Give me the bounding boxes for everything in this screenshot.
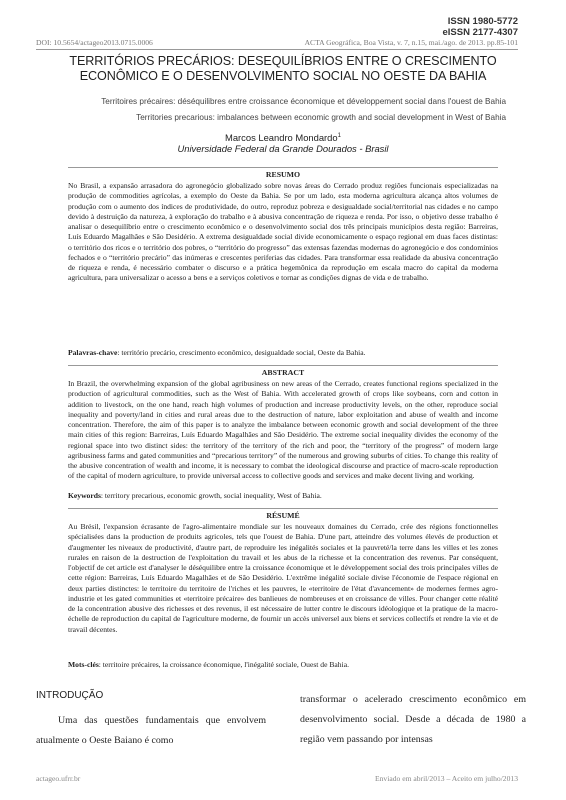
resumo-keywords-text: : território precário, crescimento econômico, desigualdade social, Oeste da Bahia. <box>117 348 366 357</box>
abstract-text: In Brazil, the overwhelming expansion of the global agribusiness on new areas of the Cerrado, creates functional regions specialized in the production of agricultural commodities, such as the West of Bahia. With accelerated growth of crops like soybeans, corn and cotton in addition to livestock, on the one hand, reach high volumes of production and increase productivity levels, on the other, reproduce social inequality and poverty/land in cities and rural areas due to the destruction of nature, labor exploitation and abuse of wealth and income concentration. Therefore, the aim of this paper is to analyze the imbalance between economic growth and social development of the three main cities of this region: Barreiras, Luís Eduardo Magalhães and São Desidério. The extreme social inequality divides the economy of the regional space into two distinct sides: the territory of the territory of the rich and poor, the “territory of the progress” of modern large agribusiness farms and gated communities and “precarious territory” of the numerous and growing suburbs of cities. To change this reality of the abusive concentration of wealth and income, it is necessary to combat the ideological discourse and practice of macro-scale reproduction of the capital of modern agriculture, to provide universal access to collective goods and services and make decent living and working. <box>68 379 498 481</box>
resume-keywords-label: Mots-clés <box>68 660 99 669</box>
body-column-right: transformar o acelerado crescimento econômico em desenvolvimento social. Desde a década de 1980 a região vem passando por intensas <box>300 694 526 745</box>
resume-keywords <box>68 660 498 669</box>
abstract-keywords-text: : territory precarious, economic growth, social inequality, West of Bahia. <box>100 491 322 500</box>
resumo-keywords-label: Palavras-chave <box>68 348 118 357</box>
issn-block <box>442 16 518 38</box>
abstract-keywords <box>68 491 498 500</box>
eissn: eISSN 2177-4307 <box>442 27 518 38</box>
subtitle-french: Territoires précaires: déséquilibres entre croissance économique et développement social dans l'ouest de Bahia <box>101 97 506 106</box>
resumo-divider <box>68 167 498 168</box>
issn: ISSN 1980-5772 <box>447 16 518 27</box>
doi-link[interactable]: DOI: 10.5654/actageo2013.0715.0006 <box>36 38 153 47</box>
author-footnote-mark[interactable]: 1 <box>337 132 341 139</box>
title-line-1: TERRITÓRIOS PRECÁRIOS: DESEQUILÍBRIOS ENTRE O CRESCIMENTO <box>69 54 497 68</box>
author-name: Marcos Leandro Mondardo <box>225 132 338 143</box>
footer-site-link[interactable]: actageo.ufrr.br <box>36 774 81 783</box>
header-divider <box>36 49 518 50</box>
author-line <box>40 132 526 143</box>
resume-heading: RÉSUMÉ <box>266 511 300 520</box>
resumo-heading: RESUMO <box>265 170 301 179</box>
resumo-keywords <box>68 348 498 357</box>
journal-reference: ACTA Geográfica, Boa Vista, v. 7, n.15, mai./ago. de 2013. pp.85-101 <box>304 38 518 47</box>
resume-divider <box>68 508 498 509</box>
footer-dates: Enviado em abril/2013 – Aceito em julho/2013 <box>375 774 518 783</box>
section-heading-introducao: INTRODUÇÃO <box>36 690 104 701</box>
abstract-keywords-label: Keywords <box>68 491 101 500</box>
title-line-2: ECONÔMICO E O DESENVOLVIMENTO SOCIAL NO OESTE DA BAHIA <box>79 68 487 83</box>
resume-text: Au Brésil, l'expansion écrasante de l'agro-alimentaire mondiale sur les nouveaux domaines du Cerrado, crée des régions fonctionnelles spécialisées dans la production de produits agricoles, tels que l'ouest de Bahia. D'une part, atteindre des volumes élevés de production et d'augmenter les niveaux de productivité, d'autre part, de reproduire les inégalités sociales et la pauvreté/la terre dans les villes et les zones rurales en raison de la destruction de l'exploitation du travail et les abus de la richesse et la concentration des revenus. Par conséquent, l'objectif de cet article est d'analyser le déséquilibre entre la croissance économique et le développement social des trois principales villes de cette région: Barreiras, Luís Eduardo Magalhães et de São Desidério. L'extrême inégalité sociale divise l'économie de l'espace régional en deux parties distinctes: le territoire du territoire de l'riches et les pauvres, le «territoire de l'état d'avancement» de modernes fermes agro-industrie et les gated communities et «territoire précaire» des banlieues de nombreuses et en croissance de villes. Pour changer cette réalité de la concentration abusive des richesses et des revenus, il est nécessaire de lutter contre le discours idéologique et la pratique de la macro-échelle de reproduction du capital de l'agriculture moderne, de fournir un accès universel aux biens et services collectifs et rendre la vie et de travail décentes. <box>68 522 498 634</box>
abstract-divider <box>68 365 498 366</box>
resumo-text: No Brasil, a expansão arrasadora do agronegócio globalizado sobre novas áreas do Cerrado produz regiões funcionais especializadas na produção de commodities agrícolas, a exemplo do Oeste da Bahia. Se por um lado, esta moderna agricultura alcança altos volumes de produção com o aumento dos índices de produtividade, do outro, reproduz pobreza e desigualdade social/territorial nas cidades e no campo devido à destruição da natureza, à exploração do trabalho e à abusiva concentração de riqueza e renda. Por isso, o objetivo desse trabalho é analisar o desequilíbrio entre o crescimento econômico e o desenvolvimento social dos três principais municípios desta região: Barreiras, Luís Eduardo Magalhães e São Desidério. A extrema desigualdade social divide economicamente o espaço regional em duas faces distintas: o território dos ricos e o território dos pobres, o “território do progresso” das extensas fazendas modernas do agronegócio e dos condomínios fechados e o “território precário” das inúmeras e crescentes periferias das cidades. Para transformar essa realidade da abusiva concentração de riqueza e renda, é necessário combater o discurso e a prática hegemônica da reprodução em escala macro do capital da moderna agricultura, para universalizar o acesso a bens e a serviços coletivos e tornar as condições dignas de vida e de trabalho. <box>68 181 498 283</box>
author-institution: Universidade Federal da Grande Dourados - Brasil <box>177 143 389 154</box>
article-title <box>40 54 526 83</box>
abstract-heading: ABSTRACT <box>261 368 305 377</box>
body-column-left: Uma das questões fundamentais que envolvem atualmente o Oeste Baiano é como <box>36 715 266 746</box>
resume-keywords-text: : territoire précaires, la croissance économique, l'inégalité sociale, Ouest de Bahia. <box>98 660 349 669</box>
subtitle-english: Territories precarious: imbalances between economic growth and social development in West of Bahia <box>136 113 506 122</box>
